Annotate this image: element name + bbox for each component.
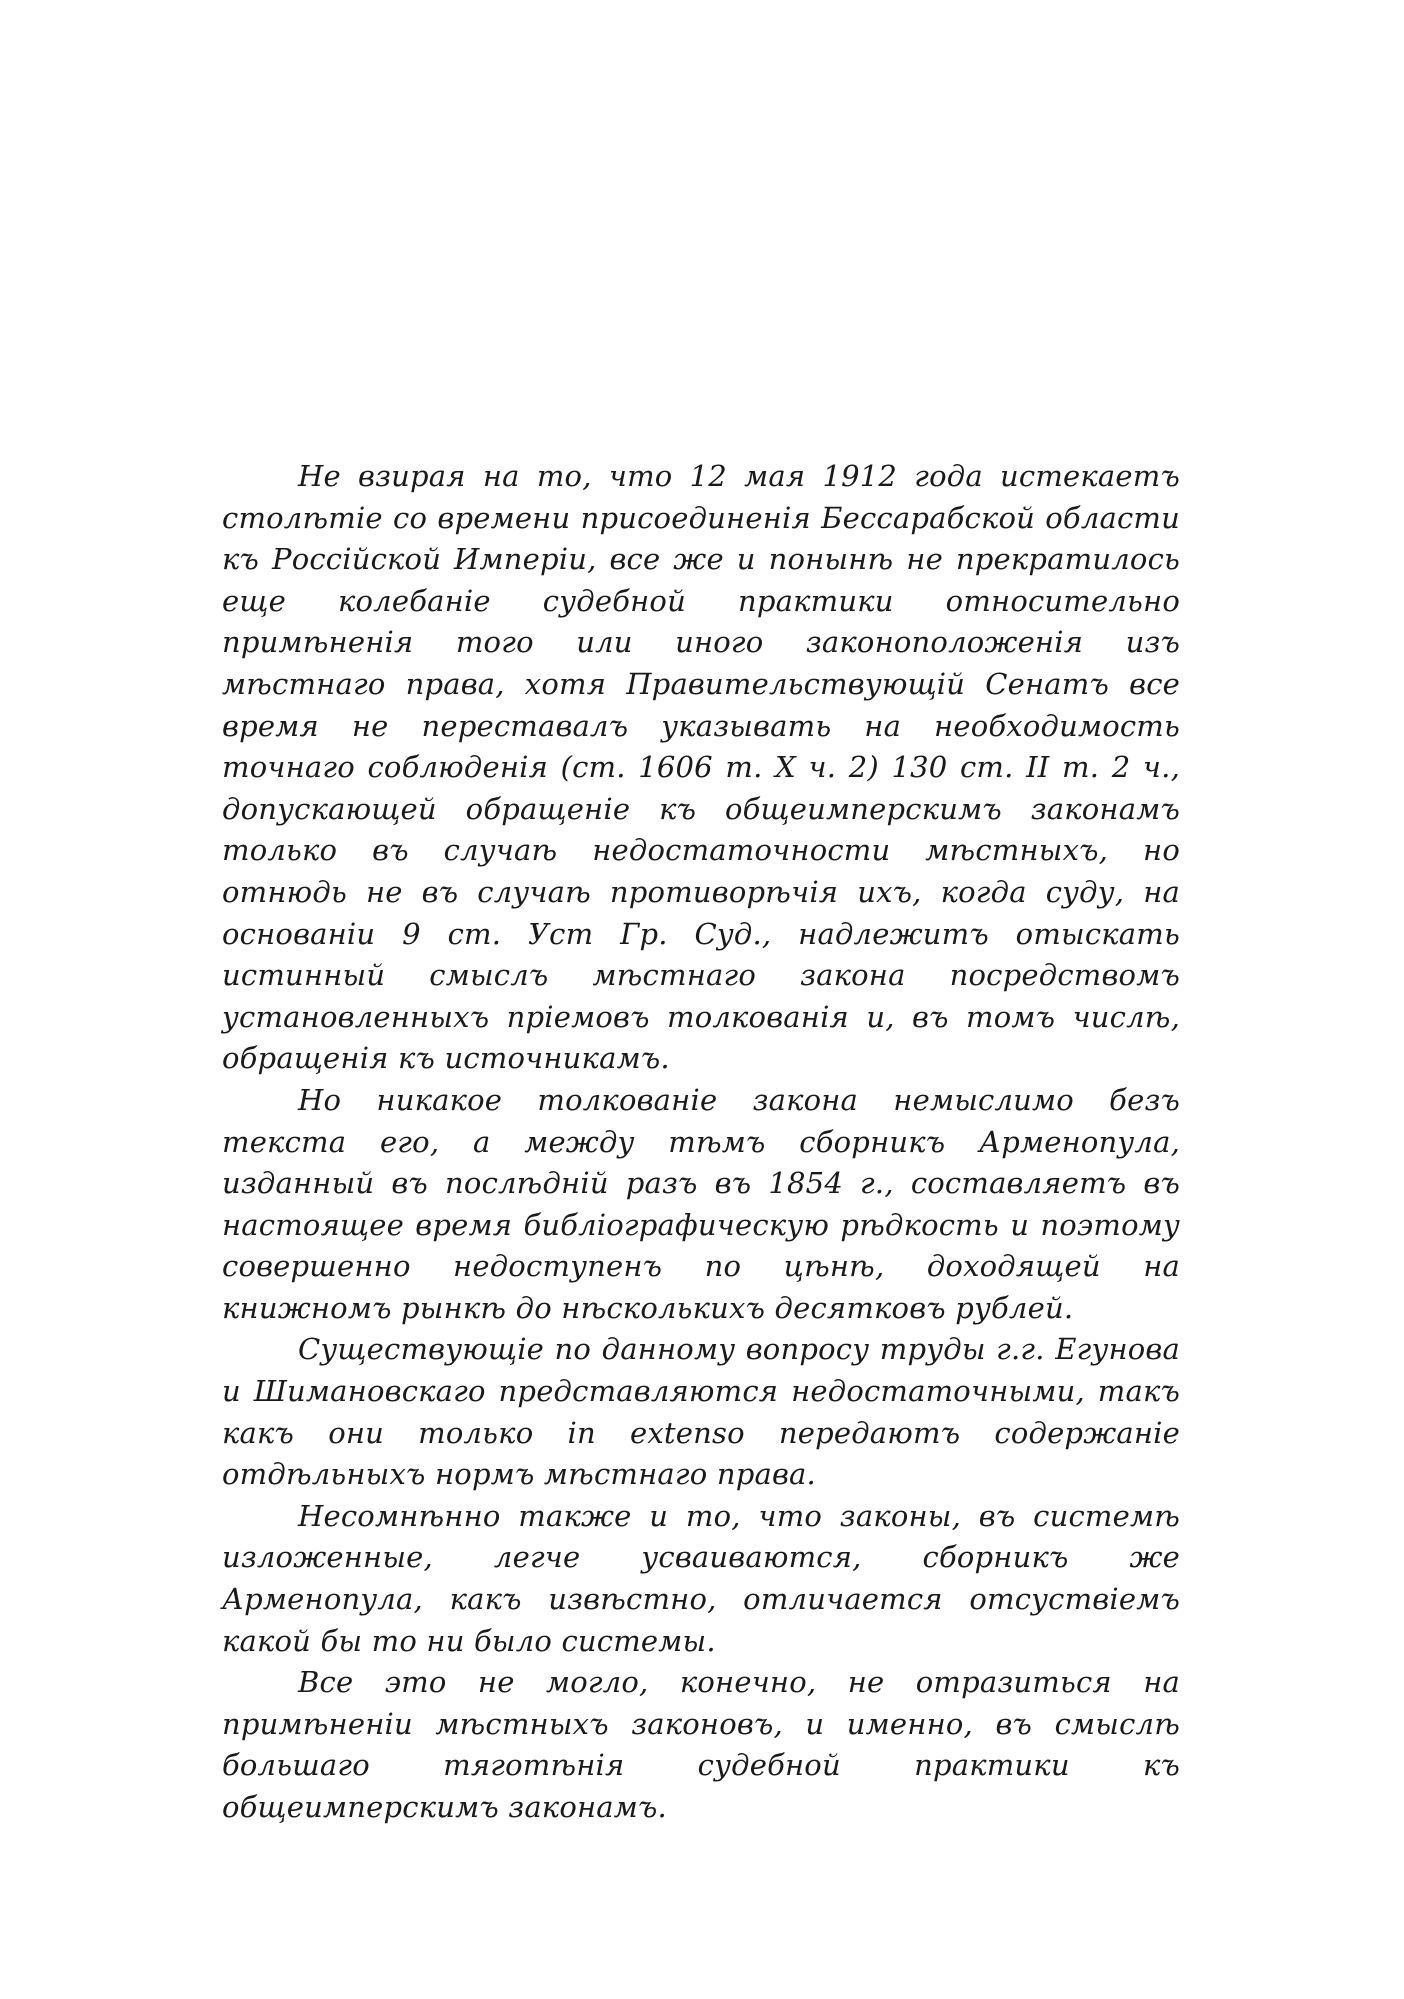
paragraph-3: Существующіе по данному вопросу труды г.г. Егунова и Шимановскаго представляются недостаточными, такъ какъ они только in extenso передаютъ содержаніе отдѣльныхъ нормъ мѣстнаго права. bbox=[222, 1332, 1180, 1492]
body-text bbox=[222, 456, 1180, 1829]
paragraph-1: Не взирая на то, что 12 мая 1912 года истекаетъ столѣтіе со времени присоединенія Бессарабской области къ Россійской Имперіи, все же и понынѣ не прекратилось еще колебаніе судебной практики относительно примѣненія того или иного законоположенія изъ мѣстнаго права, хотя Правительствующій Сенатъ все время не переставалъ указывать на необходимость точнаго соблюденія (ст. 1606 т. X ч. 2) 130 ст. II т. 2 ч., допускающей обращеніе къ общеимперскимъ законамъ только въ случаѣ недостаточности мѣстныхъ, но отнюдь не въ случаѣ противорѣчія ихъ, когда суду, на основаніи 9 ст. Уст Гр. Суд., надлежитъ отыскать истинный смыслъ мѣстнаго закона посредствомъ установленныхъ пріемовъ толкованія и, въ томъ числѣ, обращенія къ источникамъ. bbox=[222, 459, 1180, 1076]
paragraph-2: Но никакое толкованіе закона немыслимо безъ текста его, а между тѣмъ сборникъ Арменопула, изданный въ послѣдній разъ въ 1854 г., составляетъ въ настоящее время библіографическую рѣдкость и поэтому совершенно недоступенъ по цѣнѣ, доходящей на книжномъ рынкѣ до нѣсколькихъ десятковъ рублей. bbox=[222, 1082, 1180, 1325]
paragraph-5: Все это не могло, конечно, не отразиться на примѣненіи мѣстныхъ законовъ, и именно, въ смыслѣ большаго тяготѣнія судебной практики къ общеимперскимъ законамъ. bbox=[222, 1665, 1180, 1824]
paragraph-4: Несомнѣнно также и то, что законы, въ системѣ изложенные, легче усваиваются, сборникъ же Арменопула, какъ извѣстно, отличается отсуствіемъ какой бы то ни было системы. bbox=[222, 1498, 1180, 1658]
